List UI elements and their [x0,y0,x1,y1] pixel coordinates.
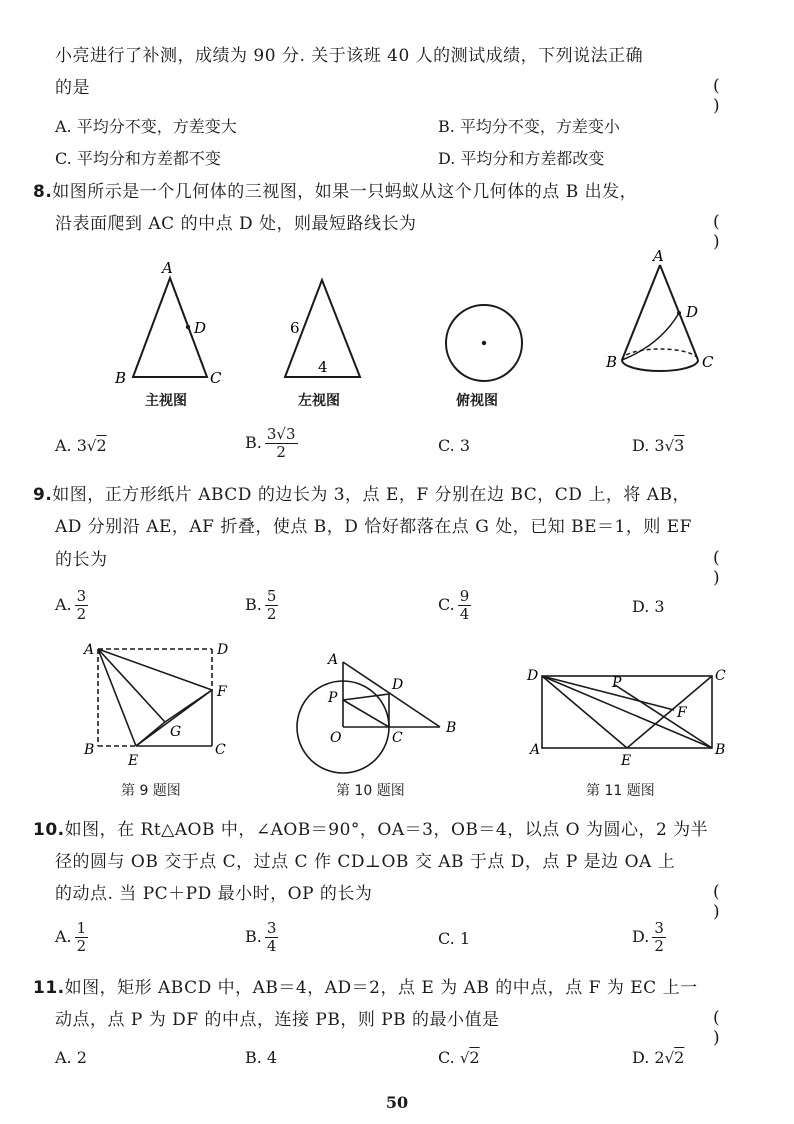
sqrt-symbol: √ [664,1049,675,1067]
figures-9-10-11 [70,632,750,802]
q11-stem-text1: 如图，矩形 ABCD 中，AB＝4，AD＝2，点 E 为 AB 的中点，点 F 为 EC 上一 [64,978,698,998]
fig10-label-d: D [392,677,404,693]
fraction-numerator: 1 [76,919,87,937]
q7-option-a: A. 平均分不变，方差变大 [55,117,237,136]
q10-option-b [245,920,278,955]
q10-answer-blank: ( ) [713,882,758,922]
q8-option-c: C. 3 [438,436,471,455]
front-view-label-a: A [162,259,173,277]
q11-stem-line2: 动点，点 P 为 DF 的中点，连接 PB，则 PB 的最小值是 [55,1010,500,1030]
q10-option-d-fraction [652,920,666,955]
fig9-label-c: C [215,742,226,758]
q8-three-views-figure [100,245,740,415]
q8-stem-line2: 沿表面爬到 AC 的中点 D 处，则最短路线长为 [55,214,417,234]
fraction-denominator: 4 [266,937,277,955]
q9-stem-line1 [33,483,690,507]
q10-stem-text1: 如图，在 Rt△AOB 中，∠AOB＝90°，OA＝3，OB＝4，以点 O 为圆心，2 为半 [64,820,709,840]
caption-fig10: 第 10 题图 [336,783,405,799]
q7-stem-line2: 的是 [55,78,90,98]
q10-option-a [55,920,88,955]
q11-option-d-prefix: D. 2 [632,1048,665,1067]
caption-top-view: 俯视图 [456,393,498,409]
cone-label-c: C [702,353,714,371]
q10-number: 10. [33,820,65,840]
q11-option-d-radicand: 2 [674,1048,685,1067]
q8-option-a-prefix: A. 3 [55,436,87,455]
q8-stem-text1: 如图所示是一个几何体的三视图，如果一只蚂蚁从这个几何体的点 B 出发， [52,182,638,202]
side-view-label-4: 4 [318,358,328,376]
fig11-label-d: D [527,668,539,684]
q9-option-a [55,588,88,623]
caption-fig9: 第 9 题图 [121,783,181,799]
q9-stem-text1: 如图，正方形纸片 ABCD 的边长为 3，点 E，F 分别在边 BC，CD 上，将 AB， [52,485,690,505]
q8-option-a [55,436,107,455]
q10-option-b-fraction [265,920,279,955]
fig10-label-a: A [328,652,339,668]
q8-stem-line1 [33,180,637,204]
q9-option-a-fraction [75,588,89,623]
q9-option-c-fraction [458,588,472,623]
side-view-label-6: 6 [290,319,300,337]
q9-stem-line3: 的长为 [55,550,108,570]
q10-stem-line3: 的动点. 当 PC＋PD 最小时，OP 的长为 [55,884,373,904]
q9-stem-line2: AD 分别沿 AE，AF 折叠，使点 B，D 恰好都落在点 G 处，已知 BE＝1，则 EF [55,517,692,537]
q11-answer-blank: ( ) [713,1008,758,1048]
q10-option-a-prefix: A. [55,927,72,946]
fig11-label-b: B [715,742,726,758]
fraction-numerator: 9 [459,587,470,605]
q8-option-b-prefix: B. [245,433,262,452]
q10-option-a-fraction [75,920,89,955]
q8-option-b [245,426,298,461]
sqrt-symbol: √ [664,437,675,455]
cone-label-b: B [606,353,618,371]
q11-stem-line1 [33,976,698,1000]
caption-side-view: 左视图 [298,393,340,409]
q8-option-d-prefix: D. 3 [632,436,665,455]
q8-option-d-radicand: 3 [674,436,685,455]
fig11-label-a: A [530,742,541,758]
fraction-denominator: 2 [266,605,277,623]
front-view-label-c: C [210,369,222,387]
q11-option-c-radicand: 2 [469,1048,480,1067]
sqrt-symbol: √ [86,437,97,455]
front-view-point-d [186,325,190,329]
fig9-label-g: G [170,724,182,740]
fraction-denominator: 2 [654,937,664,955]
fig9-label-e: E [128,753,139,769]
q8-option-d [632,436,684,455]
fig11-label-e: E [621,753,632,769]
fig10-drawing [297,662,440,773]
q8-number: 8. [33,182,53,202]
q11-option-c-prefix: C. [438,1048,455,1067]
q11-option-a: A. 2 [55,1048,87,1067]
q7-answer-blank: ( ) [713,76,758,116]
fraction-numerator: 3 [654,919,664,937]
fraction-numerator: 3 [76,587,87,605]
fraction-numerator: 3√3 [266,425,296,443]
q10-stem-line1 [33,818,708,842]
fig11-label-p: P [612,675,622,691]
q9-option-b-prefix: B. [245,595,262,614]
q7-option-c: C. 平均分和方差都不变 [55,149,221,168]
q11-option-c [438,1048,480,1067]
q9-option-b-fraction [265,588,279,623]
q10-stem-line2: 径的圆与 OB 交于点 C，过点 C 作 CD⊥OB 交 AB 于点 D，点 P 是边 OA 上 [55,852,676,872]
cone-label-d: D [686,303,699,321]
q7-option-b: B. 平均分不变，方差变小 [438,117,620,136]
fraction-denominator: 2 [76,605,87,623]
q9-option-c-prefix: C. [438,595,455,614]
page-number: 50 [385,1093,409,1112]
fraction-denominator: 2 [276,443,286,461]
fraction-numerator: 5 [266,587,277,605]
q8-option-b-fraction [265,426,298,461]
q8-answer-blank: ( ) [713,212,758,252]
top-view-center [482,341,486,345]
fig11-label-c: C [715,668,726,684]
fig9-label-f: F [217,684,227,700]
q7-option-d: D. 平均分和方差都改变 [438,149,605,168]
fig10-label-o: O [330,730,342,746]
q10-option-d-prefix: D. [632,927,650,946]
cone-point-d [677,311,681,315]
fraction-denominator: 4 [459,605,470,623]
fig10-label-c: C [392,730,403,746]
fig11-label-f: F [677,705,687,721]
q11-option-d [632,1048,684,1067]
q10-option-c: C. 1 [438,929,471,948]
fraction-denominator: 2 [76,937,87,955]
q9-answer-blank: ( ) [713,548,758,588]
fraction-numerator: 3 [266,919,277,937]
q7-stem-line1: 小亮进行了补测，成绩为 90 分. 关于该班 40 人的测试成绩，下列说法正确 [55,46,644,66]
q10-option-b-prefix: B. [245,927,262,946]
fig9-label-a: A [84,642,95,658]
q9-option-d: D. 3 [632,597,665,616]
q9-option-c [438,588,471,623]
q9-option-a-prefix: A. [55,595,72,614]
q9-option-b [245,588,278,623]
cone-label-a: A [653,247,664,265]
q11-option-b: B. 4 [245,1048,278,1067]
fig9-label-d: D [217,642,229,658]
caption-fig11: 第 11 题图 [586,783,655,799]
q10-option-d [632,920,666,955]
front-view-label-b: B [115,369,127,387]
sqrt-symbol: √ [459,1049,470,1067]
fig9-label-b: B [84,742,95,758]
q8-option-a-radicand: 2 [96,436,107,455]
caption-front-view: 主视图 [145,393,187,409]
q9-number: 9. [33,485,53,505]
fig9-square [98,649,212,746]
front-view-label-d: D [194,319,207,337]
fig10-label-p: P [328,690,338,706]
q11-number: 11. [33,978,65,998]
fig10-label-b: B [446,720,457,736]
